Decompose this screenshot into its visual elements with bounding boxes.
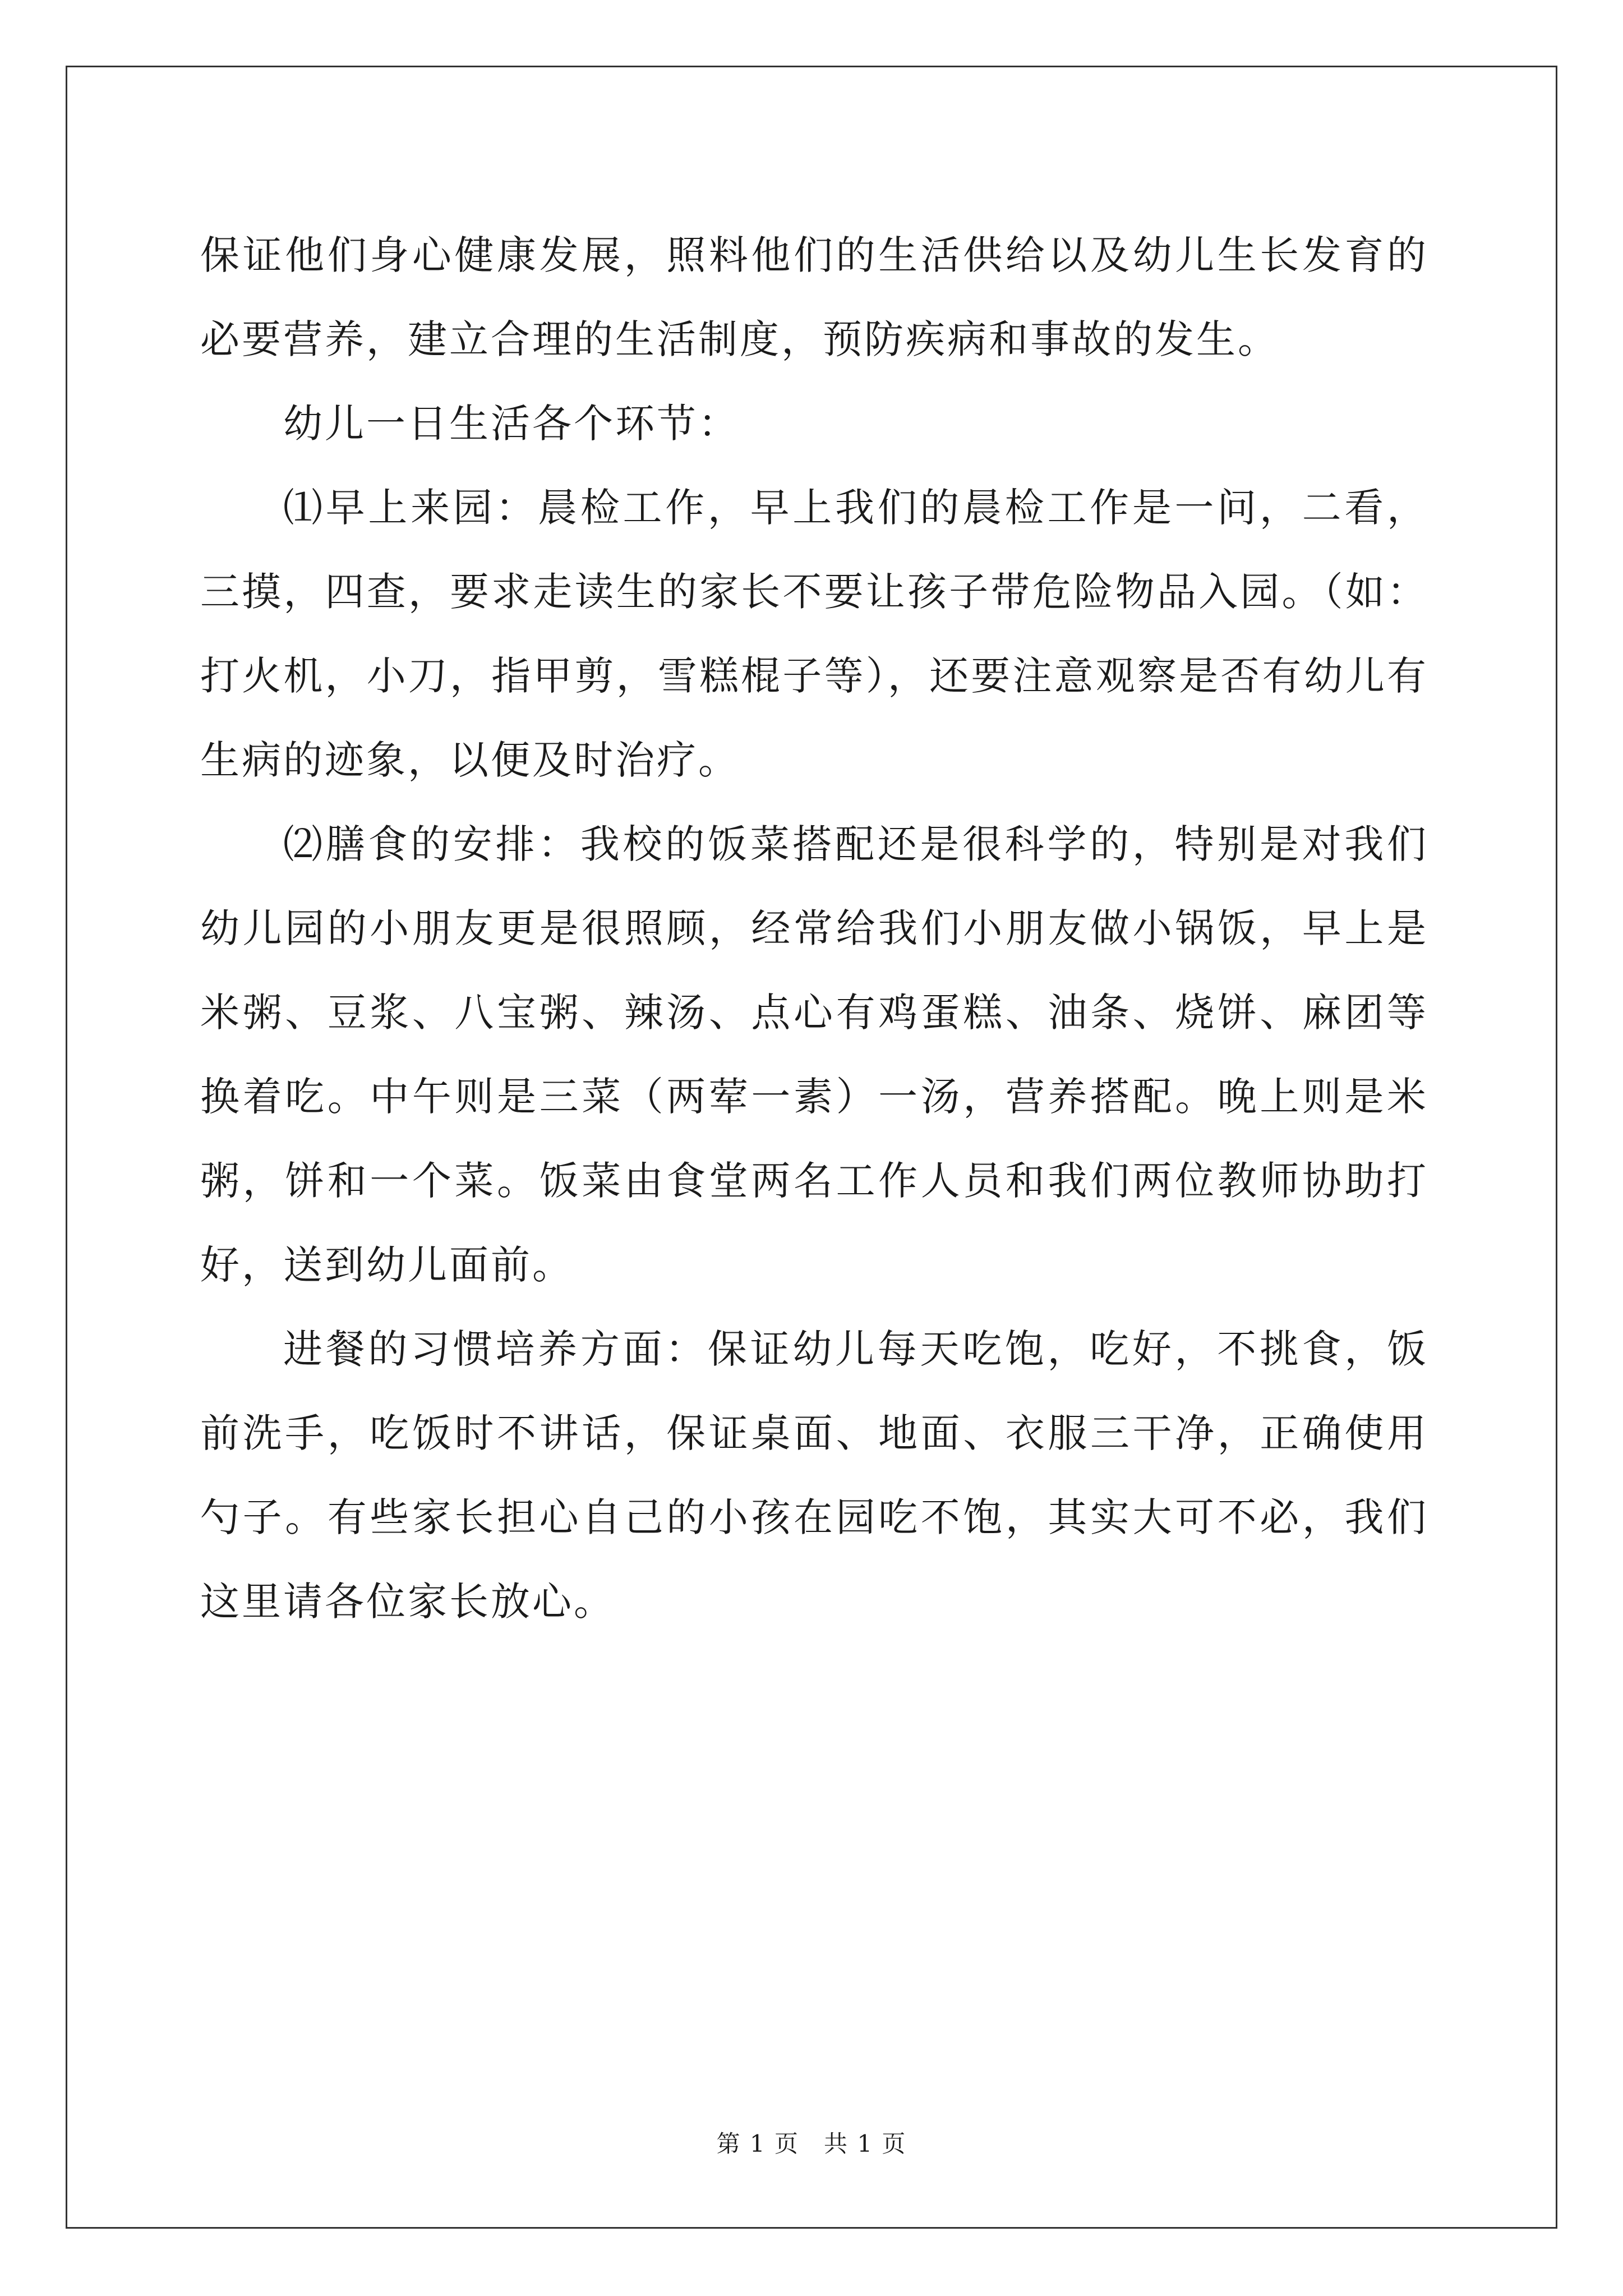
paragraph-3: ⑴早上来园：晨检工作，早上我们的晨检工作是一问，二看，三摸，四查，要求走读生的家长不要让孩子带危险物品入园。（如：打火机，小刀，指甲剪，雪糕棍子等），还要注意观察是否有幼儿有生病的迹象，以便及时治疗。 [200,485,1428,783]
document-body [200,213,1428,1644]
page-number-footer: 第 1 页 共 1 页 [716,2130,907,2157]
paragraph-5: 进餐的习惯培养方面：保证幼儿每天吃饱，吃好，不挑食，饭前洗手，吃饭时不讲话，保证桌面、地面、衣服三干净，正确使用勺子。有些家长担心自己的小孩在园吃不饱，其实大可不必，我们这里请各位家长放心。 [200,1326,1428,1625]
paragraph-4: ⑵膳食的安排：我校的饭菜搭配还是很科学的，特别是对我们幼儿园的小朋友更是很照顾，经常给我们小朋友做小锅饭，早上是米粥、豆浆、八宝粥、辣汤、点心有鸡蛋糕、油条、烧饼、麻团等换着吃。中午则是三菜（两荤一素）一汤，营养搭配。晚上则是米粥，饼和一个菜。饭菜由食堂两名工作人员和我们两位教师协助打好，送到幼儿面前。 [200,821,1428,1288]
paragraph-1: 保证他们身心健康发展，照料他们的生活供给以及幼儿生长发育的必要营养，建立合理的生活制度，预防疾病和事故的发生。 [200,232,1428,362]
paragraph-2: 幼儿一日生活各个环节： [283,401,740,447]
